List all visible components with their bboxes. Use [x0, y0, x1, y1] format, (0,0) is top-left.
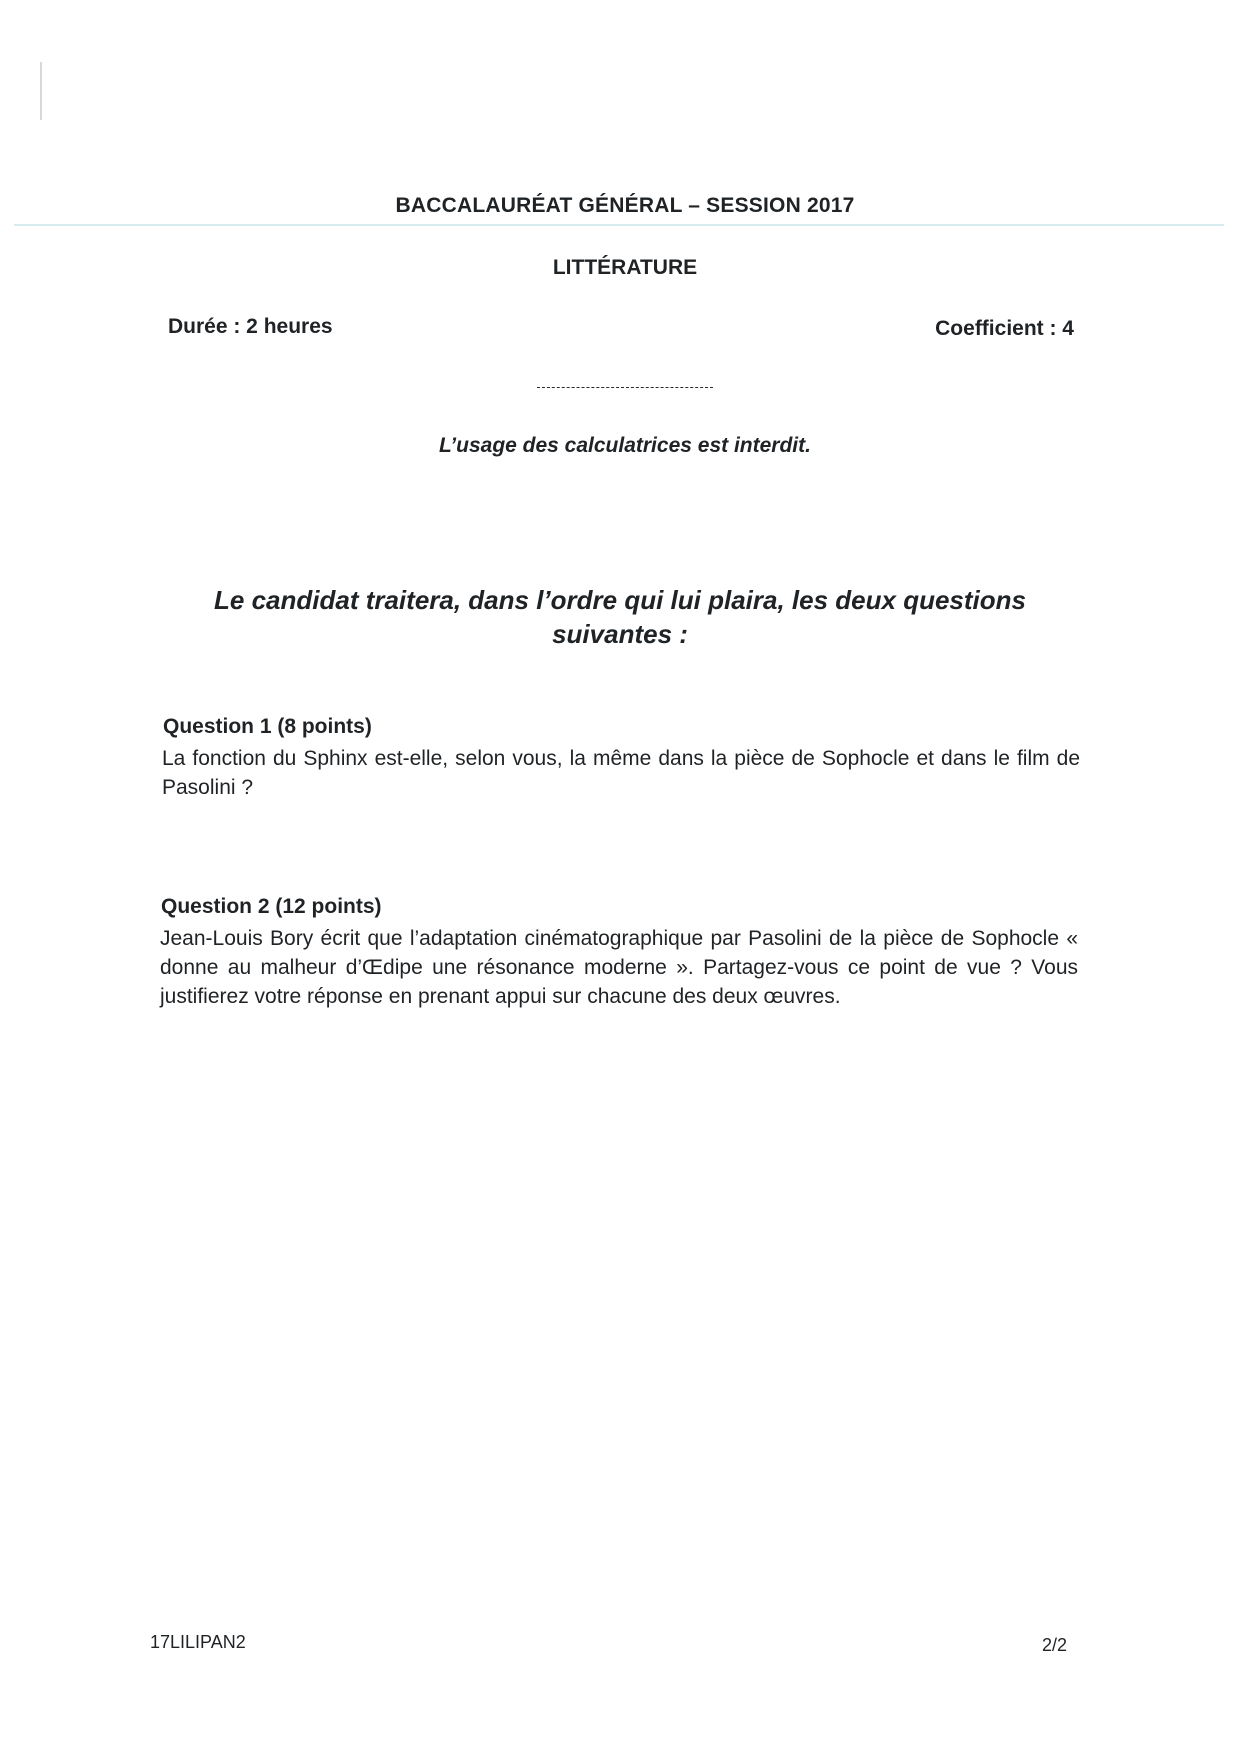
candidate-instruction: Le candidat traitera, dans l’ordre qui lui plaira, les deux questions suivantes :	[214, 585, 1026, 649]
question-2-text: Jean-Louis Bory écrit que l’adaptation cinématographique par Pasolini de la pièce de Sophocle « donne au malheur d’Œdipe une résonance moderne ». Partagez-vous ce point de vue ? Vous justifierez votre réponse en prenant appui sur chacune des deux œuvres.	[160, 927, 1078, 1008]
exam-duration: Durée : 2 heures	[168, 315, 333, 338]
footer-page-number: 2/2	[1041, 1635, 1067, 1655]
calculator-notice: L’usage des calculatrices est interdit.	[439, 434, 811, 457]
exam-title: BACCALAURÉAT GÉNÉRAL – SESSION 2017	[395, 194, 855, 217]
question-2-heading: Question 2 (12 points)	[161, 895, 382, 918]
footer-exam-code: 17LILIPAN2	[150, 1632, 246, 1652]
scan-artifact-line	[14, 224, 1224, 226]
dashed-separator	[537, 387, 713, 388]
subject-title: LITTÉRATURE	[552, 256, 698, 279]
exam-coefficient: Coefficient : 4	[935, 317, 1074, 340]
scan-artifact-mark	[40, 62, 42, 120]
question-1-heading: Question 1 (8 points)	[163, 715, 372, 738]
question-1-text: La fonction du Sphinx est-elle, selon vous, la même dans la pièce de Sophocle et dans le film de Pasolini ?	[162, 747, 1080, 799]
